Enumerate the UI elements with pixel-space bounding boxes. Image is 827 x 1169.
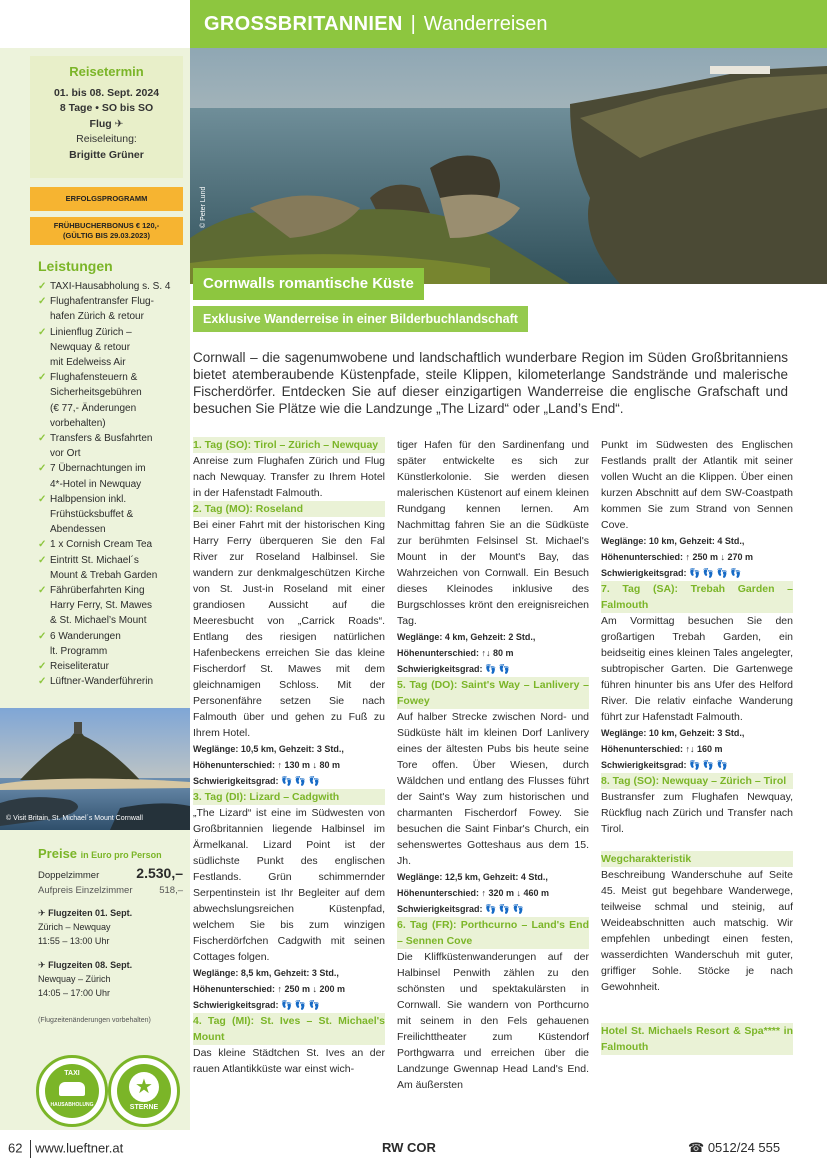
leistungen-item: Mount & Trebah Garden	[50, 569, 158, 581]
cornwall-coast-image	[190, 48, 827, 284]
day-heading: 8. Tag (SO): Newquay – Zürich – Tirol	[601, 773, 793, 789]
leistungen-item: 4*-Hotel in Newquay	[50, 478, 142, 490]
flugzeiten-note: (Flugzeitenänderungen vorbehalten)	[38, 1017, 151, 1024]
day-description: Das kleine Städtchen St. Ives an der rauen Atlantikküste war einst wich-	[193, 1047, 385, 1075]
flug2-route: Newquay – Zürich	[38, 974, 111, 984]
day-description: tiger Hafen für den Sardinenfang und später entwickelte es sich zur Künstlerkolonie. Sie werden diesen malerischen Küstenort auf einem kleinen Rundgang kennen lernen. Am Nachmittag fahren Sie an die Südküste zur berühmten Felsinsel St. Michael's Mount in der Mount's Bay, das Wahrzeichen von Cornwall. Ein Besuch dieses Kleinodes inklusive des Burgschlosses krönt den ereignisreichen Tag.	[397, 439, 589, 627]
tour-stat: Höhenunterschied: ↑ 320 m ↓ 460 m	[397, 888, 550, 898]
leistungen-item: & St. Michael’s Mount	[50, 615, 147, 627]
spacer	[601, 837, 793, 851]
day-heading: 3. Tag (DI): Lizard – Cadgwith	[193, 789, 385, 805]
leistungen-item: hafen Zürich & retour	[50, 311, 144, 323]
leistungen-item: Harry Ferry, St. Mawes	[50, 600, 153, 612]
leistungen-item: ✓ 6 Wanderungen	[38, 629, 188, 644]
cornwall-coast-photo	[190, 48, 827, 284]
day-heading: 1. Tag (SO): Tirol – Zürich – Newquay	[193, 437, 385, 453]
day-heading: Hotel St. Michaels Resort & Spa**** in Falmouth	[601, 1025, 793, 1053]
flug2-title: Flugzeiten 08. Sept.	[48, 960, 133, 970]
header-separator: |	[410, 13, 416, 35]
doppelzimmer-price: 2.530,–	[136, 865, 183, 881]
erfolgsprogramm-badge: ERFOLGSPROGRAMM	[30, 187, 183, 211]
plane-icon: ✈	[114, 117, 124, 130]
flug1-time: 11:55 – 13:00 Uhr	[38, 936, 110, 946]
tour-stat: Schwierigkeitsgrad: 👣 👣 👣	[601, 760, 728, 770]
day-description: Bustransfer zum Flughafen Newquay, Rückflug nach Zürich und Transfer nach Tirol.	[601, 791, 793, 835]
leistungen-item: vorbehalten)	[50, 417, 106, 429]
leistungen-item: ✓ Fährüberfahrten King	[38, 583, 188, 598]
itinerary-column-3	[601, 437, 793, 1055]
day-description: Anreise zum Flughafen Zürich und Flug nach Newquay. Transfer zu Ihrem Hotel in der Hafenstadt Falmouth.	[193, 455, 385, 499]
day-description: „The Lizard“ ist eine im Südwesten von Großbritannien liegende Halbinsel im Ärmelkanal. Lizard Point ist der südlichste Punkt des englischen Festlands. Grün schimmernder Serpentinstein ist Ihr Begleiter auf dem abwechslungsreichen Küstenpfad, welchem Sie bis zum winzigen Fischerdörfchen Cadgwith mit seinen Cottages folgen.	[193, 807, 385, 963]
footer-phone	[688, 1140, 780, 1156]
tour-stat: Höhenunterschied: ↑ 130 m ↓ 80 m	[193, 760, 341, 770]
sterne-badge-bottom: STERNE	[129, 1104, 159, 1111]
leistungen-item: Newquay & retour	[50, 341, 131, 353]
flugzeiten-hin	[38, 906, 183, 948]
doppelzimmer-label: Doppelzimmer	[38, 870, 100, 881]
leistungen-item: ✓ 1 x Cornish Cream Tea	[38, 537, 188, 552]
day-description: Am Vormittag besuchen Sie den großartigen Trebah Garden, ein beidseitig eines kleinen Tales angelegter, subtropischer Garten. Die Gartenwege führen hinunter bis ans Ufer des Helford River. Die relativ einfache Wanderung führt zur Hafenstadt Falmouth.	[601, 615, 793, 723]
st-michaels-mount-caption: © Visit Britain, St. Michael´s Mount Cornwall	[6, 815, 143, 822]
leistungen-item: ✓ Flughafensteuern &	[38, 370, 188, 385]
tour-stat: Schwierigkeitsgrad: 👣 👣	[397, 664, 510, 674]
tour-stat: Höhenunterschied: ↑ 250 m ↓ 200 m	[193, 984, 346, 994]
leistungen-list	[38, 279, 188, 689]
day-heading: 5. Tag (DO): Saint's Way – Lanlivery – Fowey	[397, 679, 589, 707]
reiseleitung-label: Reiseleitung:	[76, 133, 137, 145]
leistungen-item: ✓ Reiseliteratur	[38, 659, 188, 674]
fruehbucher-line1: FRÜHBUCHERBONUS € 120,-	[53, 221, 160, 230]
fruehbucher-badge	[30, 217, 183, 245]
tour-stat: Weglänge: 4 km, Gehzeit: 2 Std.,	[397, 632, 536, 642]
tour-stat: Weglänge: 10,5 km, Gehzeit: 3 Std.,	[193, 744, 344, 754]
reisetermin-duration: 8 Tage • SO bis SO	[59, 102, 154, 114]
leistungen-item: mit Edelweiss Air	[50, 357, 126, 369]
reisetermin-transport: Flug	[89, 117, 112, 130]
leistungen-item: ✓ Linienflug Zürich –	[38, 325, 188, 340]
sterne-badge	[108, 1055, 180, 1127]
day-heading: 7. Tag (SA): Trebah Garden – Falmouth	[601, 583, 793, 611]
taxi-badge-bottom: HAUSABHOLUNG	[50, 1102, 94, 1108]
footer-code: RW COR	[382, 1140, 436, 1155]
preise-title: Preise	[38, 846, 78, 861]
itinerary-column-1	[193, 437, 385, 1077]
preise-subtitle: in Euro pro Person	[80, 850, 162, 860]
header-category: Wanderreisen	[423, 13, 548, 35]
tour-stat: Schwierigkeitsgrad: 👣 👣 👣	[193, 1000, 320, 1010]
star-icon: ★	[129, 1072, 159, 1102]
flugzeiten-rueck	[38, 958, 183, 1000]
leistungen-item: ✓ Flughafentransfer Flug-	[38, 294, 188, 309]
plane-arrival-icon: ✈	[38, 960, 46, 970]
taxi-hausabholung-badge	[36, 1055, 108, 1127]
day-description: Beschreibung Wanderschuhe auf Seite 45. Meist gut begehbare Wanderwege, teilweise schmal und steinig, auf Weideabschnitten auch matschig. Wir empfehlen unbedingt einen festen, wasserdichten Wanderschuh mit guter, griffiger Sohle. Stöcke je nach Gewohnheit.	[601, 869, 793, 993]
tour-stat: Weglänge: 12,5 km, Gehzeit: 4 Std.,	[397, 872, 548, 882]
tour-stat: Weglänge: 8,5 km, Gehzeit: 3 Std.,	[193, 968, 339, 978]
tour-stat: Höhenunterschied: ↑ 250 m ↓ 270 m	[601, 552, 754, 562]
taxi-car-icon	[59, 1082, 85, 1096]
taxi-badge-inner	[45, 1064, 99, 1118]
einzelzimmer-price: 518,–	[159, 885, 183, 896]
tour-stat: Schwierigkeitsgrad: 👣 👣 👣	[193, 776, 320, 786]
preise-heading	[38, 846, 162, 861]
day-heading: Wegcharakteristik	[601, 851, 793, 867]
header-country: GROSSBRITANNIEN	[204, 13, 403, 35]
phone-icon: ☎	[688, 1140, 705, 1155]
tour-stat: Schwierigkeitsgrad: 👣 👣 👣	[397, 904, 524, 914]
leistungen-item: ✓ 7 Übernachtungen im	[38, 461, 188, 476]
flug1-title: Flugzeiten 01. Sept.	[48, 908, 133, 918]
itinerary-column-2	[397, 437, 589, 1093]
footer-divider	[30, 1140, 31, 1158]
leistungen-item: Frühstücksbuffet &	[50, 509, 134, 521]
spacer	[601, 1009, 793, 1023]
intro-text: Cornwall – die sagenumwobene und landschaftlich wunderbare Region im Süden Großbritanniens bietet atemberaubende Küstenpfade, steile Klippen, kilometerlange Sandstrände und malerische Fischerdörfer. Entdecken Sie auf dieser einzigartigen Wanderreise die englische Grafschaft und besuchen Sie Plätze wie die Landzunge „The Lizard“ oder „Land’s End“.	[193, 350, 788, 416]
sub-title: Exklusive Wanderreise in einer Bilderbuchlandschaft	[193, 306, 528, 332]
day-heading: 4. Tag (MI): St. Ives – St. Michael's Mount	[193, 1015, 385, 1043]
main-title: Cornwalls romantische Küste	[193, 268, 424, 300]
leistungen-item: Sicherheitsgebühren	[50, 387, 142, 399]
footer-url[interactable]: www.lueftner.at	[35, 1140, 124, 1156]
reisetermin-dates: 01. bis 08. Sept. 2024	[53, 86, 160, 99]
tour-stat: Weglänge: 10 km, Gehzeit: 3 Std.,	[601, 728, 745, 738]
flug2-time: 14:05 – 17:00 Uhr	[38, 988, 111, 998]
reisetermin-heading: Reisetermin	[69, 64, 144, 79]
photo-credit: © Peter Lund	[200, 186, 207, 228]
tour-stat: Höhenunterschied: ↑↓ 160 m	[601, 744, 723, 754]
spacer	[601, 995, 793, 1009]
page-number: 62	[8, 1140, 23, 1156]
prices-table	[38, 866, 183, 898]
flug1-route: Zürich – Newquay	[38, 922, 111, 932]
reiseleitung-name: Brigitte Grüner	[69, 148, 144, 161]
day-description: Die Kliffküstenwanderungen auf der Halbinsel Penwith zählen zu den schönsten und spektakulärsten in Cornwall. Sie wandern von Porthcurno mit seinem in den Fels gehauenen Freilichttheater zum Küstendorf Porthgwarra und erreichen über die Landzunge Gwennap Head Land's End. Am äußersten	[397, 951, 589, 1091]
leistungen-item: Abendessen	[50, 524, 106, 536]
leistungen-item: ✓ TAXI-Hausabholung s. S. 4	[38, 279, 188, 294]
day-description: Auf halber Strecke zwischen Nord- und Südküste hält im kleinen Dorf Lanlivery eines der ältesten Pubs bis heute seine Tore offen. Über Wiesen, durch Wäldchen und entlang des Flusses führt der Saint's Way zum historischen und charmanten Fischerdorf Fowey. Sie besuchen die Saint Finbar's Church, ein sehenswertes Gotteshaus aus dem 15. Jh.	[397, 711, 589, 867]
phone-number: 0512/24 555	[707, 1140, 781, 1155]
leistungen-item: (€ 77,- Änderungen	[50, 402, 137, 414]
footer-page	[8, 1140, 123, 1158]
tour-stat: Höhenunterschied: ↑↓ 80 m	[397, 648, 514, 658]
day-heading: 2. Tag (MO): Roseland	[193, 501, 385, 517]
einzelzimmer-label: Aufpreis Einzelzimmer	[38, 885, 133, 896]
tour-stat: Weglänge: 10 km, Gehzeit: 4 Std.,	[601, 536, 745, 546]
sterne-badge-inner	[117, 1064, 171, 1118]
leistungen-item: ✓ Lüftner-Wanderführerin	[38, 674, 188, 689]
reisetermin-box	[30, 56, 183, 178]
st-michaels-mount-image	[0, 708, 190, 830]
tour-stat: Schwierigkeitsgrad: 👣 👣 👣 👣	[601, 568, 742, 578]
leistungen-item: ✓ Halbpension inkl.	[38, 492, 188, 507]
leistungen-item: vor Ort	[50, 448, 81, 460]
day-description: Punkt im Südwesten des Englischen Festlands prallt der Atlantik mit seiner vollen Wucht an die Klippen. Über einen kurzen Abschnitt auf dem SW-Coastpath kommen Sie zum Strand von Sennen Cove.	[601, 439, 793, 531]
plane-departure-icon: ✈	[38, 908, 46, 918]
st-michaels-mount-photo	[0, 708, 190, 830]
leistungen-item: ✓ Eintritt St. Michael´s	[38, 553, 188, 568]
fruehbucher-line2: (GÜLTIG BIS 29.03.2023)	[63, 231, 150, 240]
leistungen-item: ✓ Transfers & Busfahrten	[38, 431, 188, 446]
header-bar	[190, 0, 827, 48]
taxi-badge-top: TAXI	[64, 1070, 80, 1077]
leistungen-heading: Leistungen	[38, 258, 113, 274]
day-description: Bei einer Fahrt mit der historischen King Harry Ferry überqueren Sie den Fal River zur Roseland Halbinsel. Sie wandern zur denkmalgeschützen Kirche von St. Just-in Roseland mit einer grandiosen Aussicht auf die Meeresbucht von „Carrick Roads“. Entlang des riesigen natürlichen Hafenbeckens erreichen Sie das kleine Fischerdorf St. Mawes mit dem gleichnamigen Schloss. Mit der Personenfähre setzen Sie nach Falmouth über und gehen zu Fuß zu Ihrem Hotel.	[193, 519, 385, 739]
day-heading: 6. Tag (FR): Porthcurno – Land's End – Sennen Cove	[397, 919, 589, 947]
leistungen-item: lt. Programm	[50, 645, 108, 657]
